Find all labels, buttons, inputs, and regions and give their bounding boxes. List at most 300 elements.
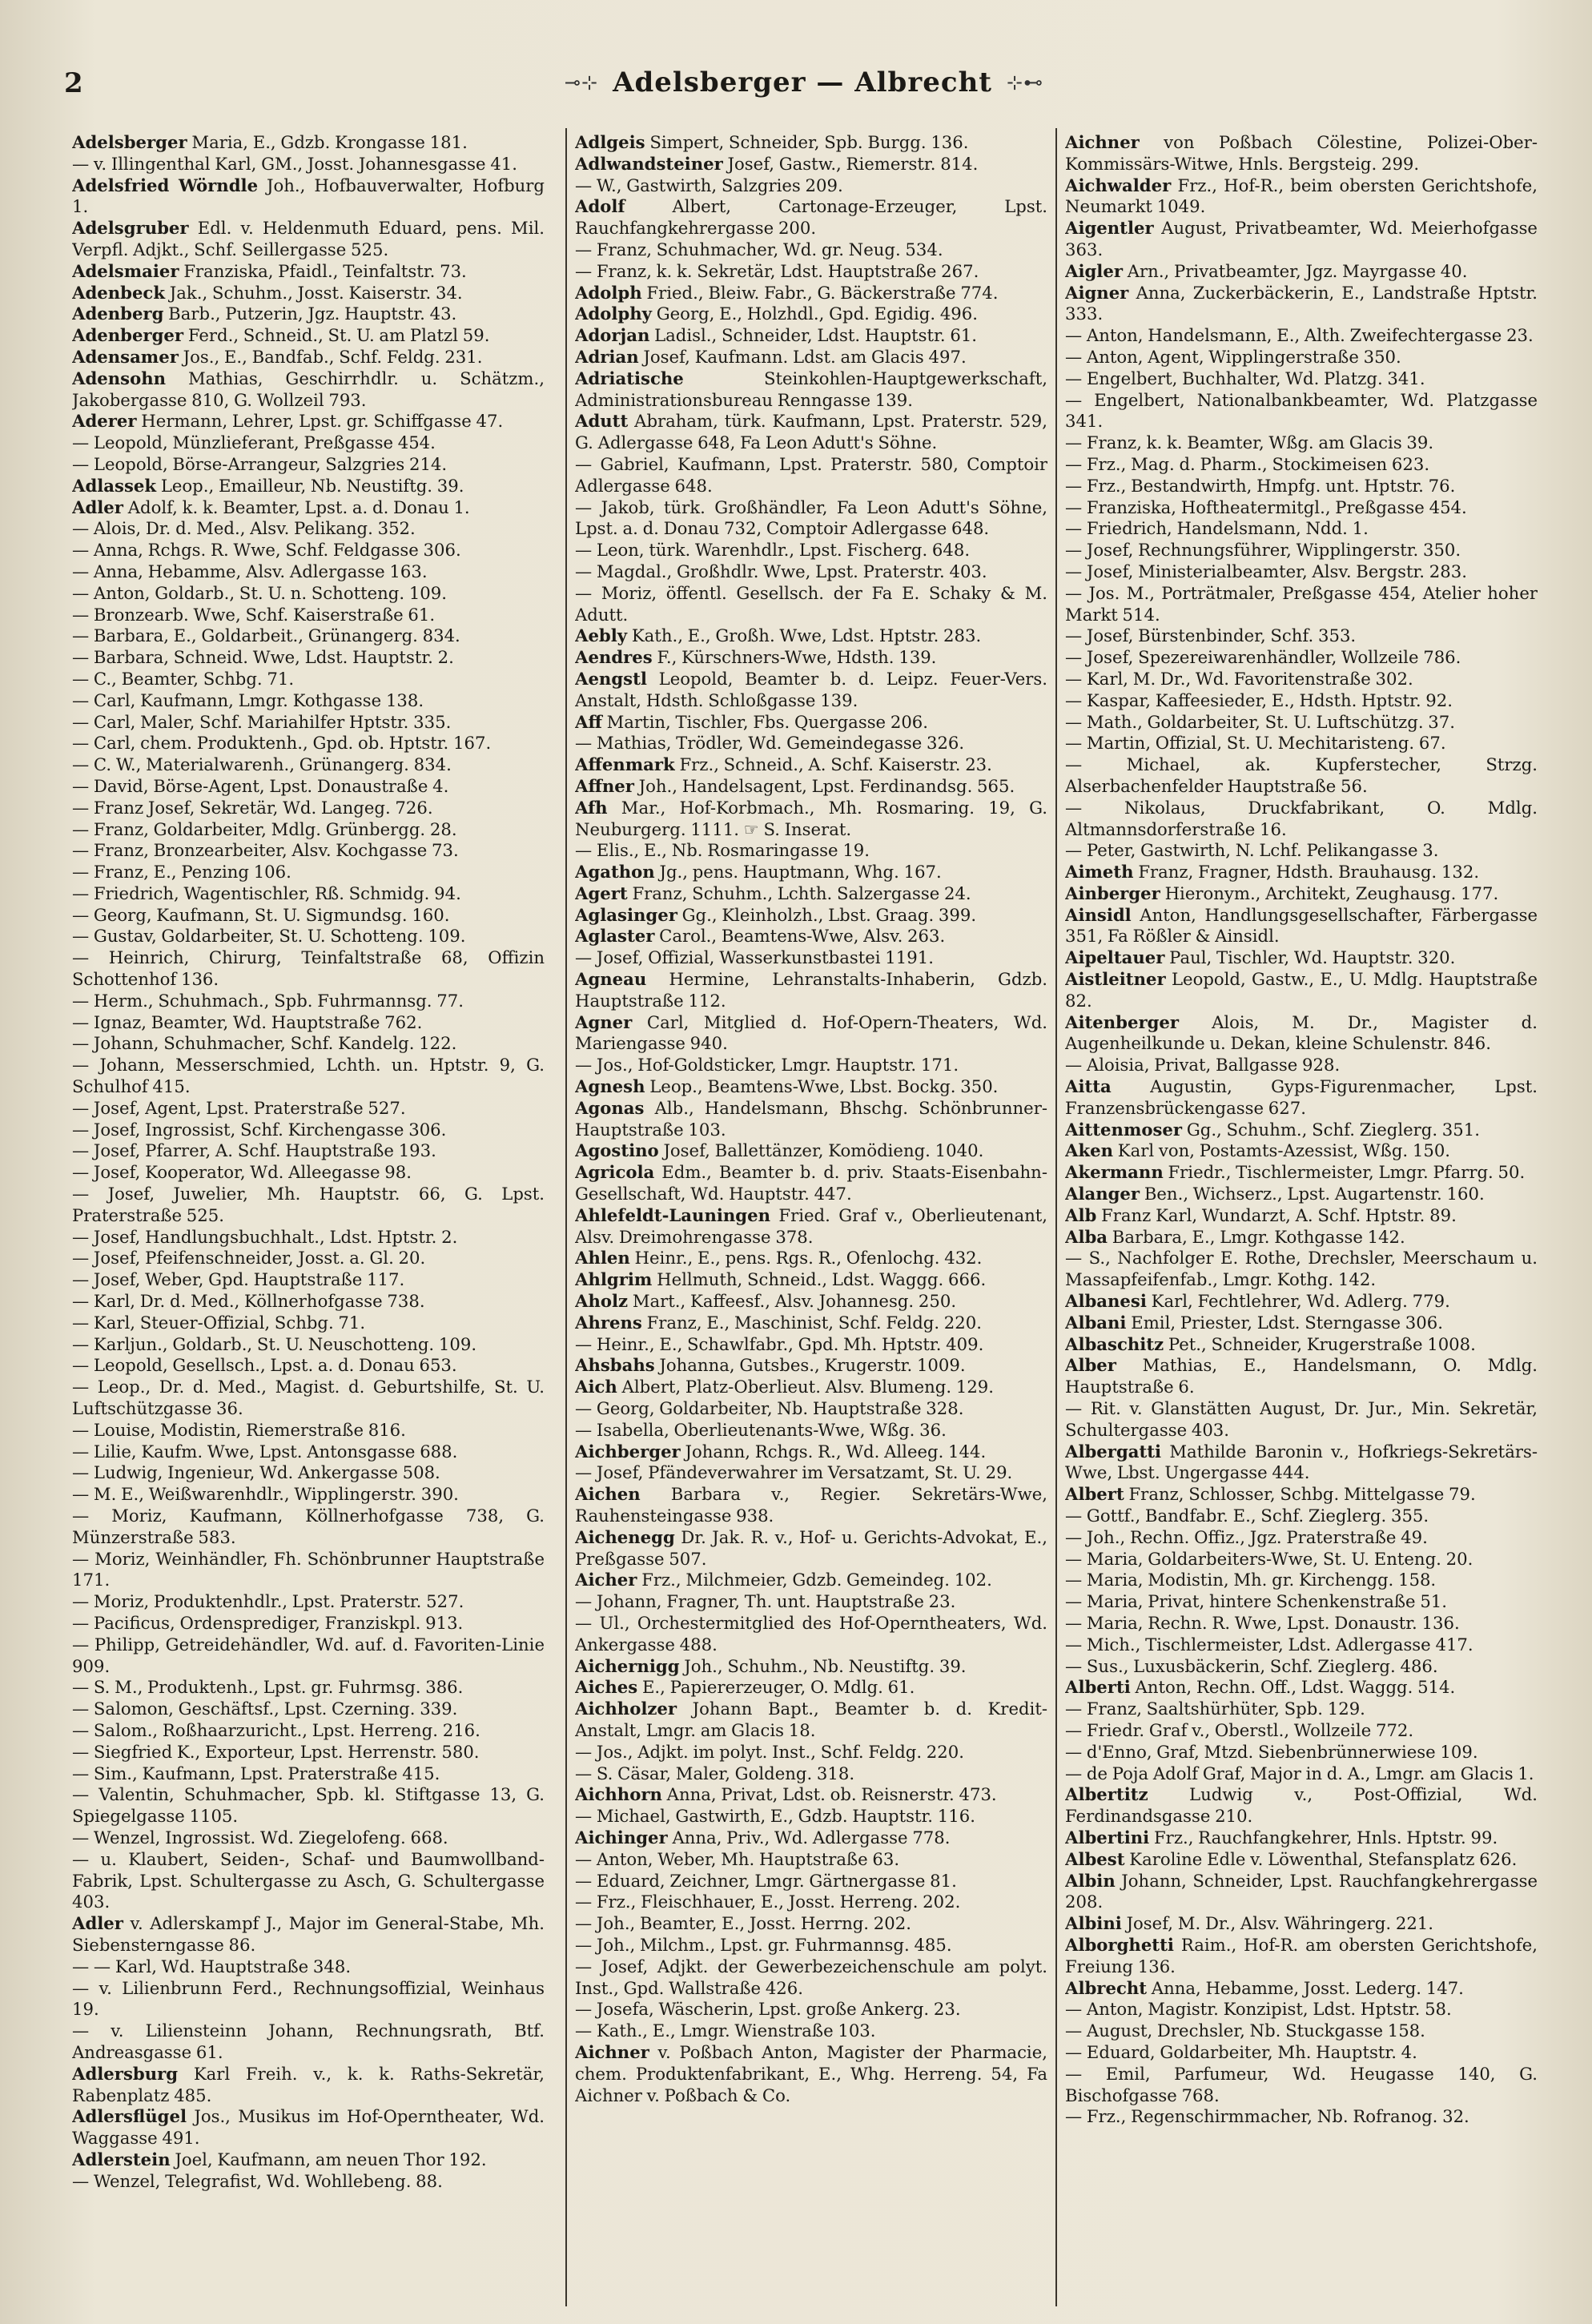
entry-details: — S., Nachfolger E. Rothe, Drechsler, Meerschaum u. Massapfeifenfab., Lmgr. Kothg. 142. — [1065, 1248, 1538, 1290]
entry-surname: Affner — [575, 775, 634, 796]
entry-details: Johanna, Gutsbes., Krugerstr. 1009. — [659, 1355, 966, 1376]
entry-details: — Josef, Spezereiwarenhändler, Wollzeile 786. — [1065, 647, 1461, 668]
directory-entry — [1065, 669, 1538, 690]
entry-details: — Carl, chem. Produktenh., Gpd. ob. Hptstr. 167. — [72, 733, 492, 754]
entry-details: Albert, Cartonage-Erzeuger, Lpst. Rauchfangkehrergasse 200. — [575, 196, 1047, 239]
directory-entry — [1065, 2064, 1538, 2107]
entry-details: — Joh., Rechn. Offiz., Jgz. Praterstraße 49. — [1065, 1526, 1428, 1547]
directory-entry — [72, 454, 545, 476]
directory-entry — [1065, 2106, 1538, 2128]
entry-details: — Peter, Gastwirth, N. Lchf. Pelikangasse 3. — [1065, 840, 1439, 861]
directory-entry — [575, 1570, 1047, 1591]
running-title: Adelsberger — Albrecht — [613, 66, 992, 99]
entry-details: — Franz, Schuhmacher, Wd. gr. Neug. 534. — [575, 239, 943, 259]
directory-entry — [72, 518, 545, 540]
entry-surname: Adenbeck — [72, 282, 166, 303]
directory-entry — [575, 347, 1047, 368]
directory-entry — [72, 690, 545, 712]
entry-details: — Moriz, Weinhändler, Fh. Schönbrunner Hauptstraße 171. — [72, 1548, 545, 1590]
entry-surname: Albergatti — [1065, 1441, 1162, 1462]
directory-entry — [1065, 1570, 1538, 1591]
directory-entry — [72, 1098, 545, 1120]
entry-surname: Aken — [1065, 1140, 1114, 1161]
entry-details: — Anna, Rchgs. R. Wwe, Schf. Feldgasse 306. — [72, 540, 461, 561]
entry-details: Josef, Ballettänzer, Komödieng. 1040. — [663, 1140, 984, 1161]
directory-entry — [575, 325, 1047, 347]
entry-details: Franz, Schuhm., Lchth. Salzergasse 24. — [632, 883, 971, 903]
entry-details: Mathias, Geschirrhdlr. u. Schätzm., Jakobergasse 810, G. Wollzeil 793. — [72, 368, 545, 410]
entry-surname: Adriatische — [575, 368, 684, 388]
directory-entry — [575, 926, 1047, 947]
directory-entry — [72, 1227, 545, 1248]
directory-entry — [575, 1012, 1047, 1055]
entry-details: Fried. Graf v., Oberlieutenant, Alsv. Dreimohrengasse 378. — [575, 1204, 1047, 1247]
directory-entry — [575, 1956, 1047, 2000]
directory-entry — [72, 347, 545, 368]
running-head — [565, 66, 1043, 99]
directory-entry — [1065, 1871, 1538, 1914]
directory-entry — [72, 2020, 545, 2064]
entry-details: — Engelbert, Buchhalter, Wd. Platzg. 341. — [1065, 368, 1425, 388]
entry-details: — Barbara, Schneid. Wwe, Ldst. Hauptstr. 2. — [72, 647, 454, 668]
entry-surname: Ainberger — [1065, 883, 1160, 903]
entry-details: Mathias, E., Handelsmann, O. Mdlg. Hauptstraße 6. — [1065, 1355, 1538, 1397]
directory-entry — [575, 283, 1047, 304]
entry-details: — Magdal., Großhdlr. Wwe, Lpst. Praterstr. 403. — [575, 561, 987, 581]
entry-details: — Kath., E., Lmgr. Wienstraße 103. — [575, 2020, 876, 2041]
entry-details: Josef, Kaufmann. Ldst. am Glacis 497. — [643, 346, 967, 367]
entry-details: — Maria, Goldarbeiters-Wwe, St. U. Enteng. 20. — [1065, 1548, 1473, 1569]
running-header — [64, 62, 1544, 103]
directory-entry — [575, 1377, 1047, 1398]
entry-surname: Aengstl — [575, 668, 647, 689]
entry-surname: Aicher — [575, 1570, 637, 1590]
directory-entry — [1065, 497, 1538, 519]
directory-entry — [1065, 647, 1538, 669]
directory-entry — [575, 1269, 1047, 1291]
entry-surname: Albin — [1065, 1870, 1116, 1891]
entry-details: Johann, Rchgs. R., Wd. Alleeg. 144. — [685, 1441, 987, 1462]
directory-entry — [575, 840, 1047, 862]
entry-surname: Akermann — [1065, 1162, 1164, 1183]
entry-details: — Franz, k. k. Sekretär, Ldst. Hauptstraße 267. — [575, 260, 979, 281]
directory-entry — [72, 411, 545, 432]
entry-details: Joh., Hofbauverwalter, Hofburg 1. — [72, 175, 545, 217]
entry-details: Franziska, Pfaidl., Teinfaltstr. 73. — [183, 260, 467, 281]
entry-details: — Josef, Pfarrer, A. Schf. Hauptstraße 193. — [72, 1140, 436, 1161]
entry-surname: Adensamer — [72, 346, 179, 367]
directory-entry — [72, 754, 545, 776]
entry-details: — Nikolaus, Druckfabrikant, O. Mdlg. Altmannsdorferstraße 16. — [1065, 797, 1538, 839]
entry-surname: Aichner — [1065, 132, 1140, 152]
entry-surname: Aitenberger — [1065, 1011, 1180, 1032]
entry-details: Joh., Schuhm., Nb. Neustiftg. 39. — [684, 1655, 967, 1676]
directory-entry — [72, 926, 545, 947]
entry-details: Franz, E., Maschinist, Schf. Feldg. 220. — [646, 1312, 982, 1333]
directory-entry — [1065, 1527, 1538, 1549]
entry-details: — Anton, Magistr. Konzipist, Ldst. Hptstr. 58. — [1065, 1999, 1452, 2020]
entry-details: Alois, M. Dr., Magister d. Augenheilkunde u. Dekan, kleine Schulenstr. 846. — [1065, 1011, 1538, 1054]
entry-details: Leopold, Gastw., E., U. Mdlg. Hauptstraße 82. — [1065, 969, 1538, 1011]
entry-surname: Aichholzer — [575, 1699, 677, 1719]
entry-details: Steinkohlen-Hauptgewerkschaft, Administrationsbureau Renngasse 139. — [575, 368, 1047, 410]
entry-surname: Aigler — [1065, 260, 1123, 281]
entry-surname: Albertini — [1065, 1827, 1150, 1848]
entry-details: — Friedrich, Wagentischler, Rß. Schmidg. 94. — [72, 883, 461, 903]
directory-entry — [1065, 1205, 1538, 1227]
entry-details: — Jos., Hof-Goldsticker, Lmgr. Hauptstr. 171. — [575, 1055, 959, 1076]
directory-entry — [575, 1162, 1047, 1205]
directory-entry — [1065, 1742, 1538, 1763]
directory-entry — [575, 1892, 1047, 1913]
directory-entry — [575, 947, 1047, 969]
directory-entry — [575, 583, 1047, 626]
entry-details: Hermine, Lehranstalts-Inhaberin, Gdzb. Hauptstraße 112. — [575, 969, 1047, 1011]
entry-details: Hellmuth, Schneid., Ldst. Waggg. 666. — [657, 1269, 987, 1290]
entry-details: Frz., Milchmeier, Gdzb. Gemeindeg. 102. — [641, 1570, 992, 1590]
entry-details: — Herm., Schuhmach., Spb. Fuhrmannsg. 77. — [72, 990, 464, 1011]
entry-details: — Frz., Fleischhauer, E., Josst. Herreng. 202. — [575, 1892, 961, 1912]
entry-details: — Gabriel, Kaufmann, Lpst. Praterstr. 580, Comptoir Adlergasse 648. — [575, 453, 1047, 496]
column-3 — [1065, 132, 1538, 2310]
entry-details: — Leopold, Gesellsch., Lpst. a. d. Donau 653. — [72, 1355, 457, 1376]
entry-details: Mathilde Baronin v., Hofkriegs-Sekretärs-Wwe, Lbst. Ungergasse 444. — [1065, 1441, 1538, 1483]
entry-surname: Agonas — [575, 1097, 645, 1118]
entry-details: — S. M., Produktenh., Lpst. gr. Fuhrmsg. 386. — [72, 1677, 464, 1698]
directory-entry — [1065, 561, 1538, 583]
entry-surname: Ahlen — [575, 1248, 630, 1269]
entry-details: — Karl, Dr. d. Med., Köllnerhofgasse 738. — [72, 1291, 425, 1312]
directory-entry — [1065, 390, 1538, 433]
entry-details: — M. E., Weißwarenhdlr., Wipplingerstr. 390. — [72, 1484, 459, 1505]
directory-entry — [575, 1248, 1047, 1269]
entry-details: — Moriz, Kaufmann, Köllnerhofgasse 738, G. Münzerstraße 583. — [72, 1506, 545, 1547]
directory-entry — [575, 1849, 1047, 1871]
directory-entry — [72, 1334, 545, 1356]
entry-details: Gg., Kleinholzh., Lbst. Graag. 399. — [681, 904, 977, 925]
entry-surname: Aichinger — [575, 1827, 668, 1848]
directory-entry — [575, 304, 1047, 325]
directory-entry — [1065, 1313, 1538, 1334]
entry-surname: Adutt — [575, 411, 629, 432]
directory-entry — [1065, 754, 1538, 798]
directory-entry — [1065, 1398, 1538, 1441]
directory-entry — [1065, 518, 1538, 540]
entry-details: — W., Gastwirth, Salzgries 209. — [575, 175, 843, 195]
entry-details: — C. W., Materialwarenh., Grünangerg. 834. — [72, 754, 452, 775]
entry-details: — Moriz, Produktenhdlr., Lpst. Praterstr. 527. — [72, 1591, 464, 1612]
entry-surname: Aichberger — [575, 1441, 681, 1462]
entry-details: — Emil, Parfumeur, Wd. Heugasse 140, G. Bischofgasse 768. — [1065, 2063, 1538, 2105]
entry-details: Frz., Hof-R., beim obersten Gerichtshofe, Neumarkt 1049. — [1065, 175, 1538, 217]
entry-details: — Gottf., Bandfabr. E., Schf. Zieglerg. 355. — [1065, 1506, 1429, 1526]
directory-entry — [1065, 368, 1538, 390]
entry-details: — v. Illingenthal Karl, GM., Josst. Johannesgasse 41. — [72, 153, 518, 174]
entry-surname: Agner — [575, 1011, 633, 1032]
entry-details: Simpert, Schneider, Spb. Burgg. 136. — [649, 132, 969, 152]
directory-entry — [575, 1677, 1047, 1699]
column-2 — [575, 132, 1047, 2310]
directory-entry — [575, 1484, 1047, 1527]
directory-entry — [1065, 1999, 1538, 2020]
entry-details: — Friedr. Graf v., Oberstl., Wollzeile 772. — [1065, 1719, 1414, 1740]
directory-entry — [575, 540, 1047, 561]
directory-entry — [72, 1184, 545, 1227]
entry-details: — Engelbert, Nationalbankbeamter, Wd. Platzgasse 341. — [1065, 389, 1538, 432]
entry-details: — Mich., Tischlermeister, Ldst. Adlergasse 417. — [1065, 1634, 1473, 1655]
entry-details: — Josef, Weber, Gpd. Hauptstraße 117. — [72, 1269, 405, 1290]
entry-surname: Alba — [1065, 1226, 1108, 1247]
entry-surname: Aigentler — [1065, 218, 1154, 239]
entry-details: — Leopold, Börse-Arrangeur, Salzgries 214. — [72, 453, 448, 474]
entry-details: August, Privatbeamter, Wd. Meierhofgasse 363. — [1065, 218, 1538, 259]
entry-details: — Josef, Pfändeverwahrer im Versatzamt, St. U. 29. — [575, 1462, 1013, 1483]
entry-details: — Salomon, Geschäftsf., Lpst. Czerning. 339. — [72, 1699, 458, 1719]
entry-details: — Salom., Roßhaarzuricht., Lpst. Herreng. 216. — [72, 1719, 480, 1740]
directory-entry — [1065, 1935, 1538, 1978]
entry-details: — Franz, E., Penzing 106. — [72, 862, 291, 883]
entry-surname: Adelsfried Wörndle — [72, 175, 259, 195]
entry-details: Karl, Fechtlehrer, Wd. Adlerg. 779. — [1151, 1291, 1450, 1312]
entry-details: — d'Enno, Graf, Mtzd. Siebenbrünnerwiese 109. — [1065, 1741, 1478, 1762]
directory-entry — [72, 1441, 545, 1463]
directory-entry — [1065, 1549, 1538, 1570]
entry-details: — de Poja Adolf Graf, Major in d. A., Lmgr. am Glacis 1. — [1065, 1763, 1534, 1783]
directory-entry — [575, 154, 1047, 175]
directory-entry — [72, 368, 545, 412]
directory-entry — [72, 712, 545, 734]
directory-entry — [72, 991, 545, 1012]
directory-entry — [72, 1012, 545, 1034]
directory-entry — [1065, 1076, 1538, 1120]
entry-details: — Michael, Gastwirth, E., Gdzb. Hauptstr. 116. — [575, 1806, 975, 1827]
entry-details: Karoline Edle v. Löwenthal, Stefansplatz 626. — [1129, 1848, 1518, 1869]
directory-entry — [72, 1140, 545, 1162]
entry-surname: Alborghetti — [1065, 1934, 1174, 1955]
ornament-right: ⊹⊷ — [1007, 71, 1044, 94]
entry-details: Karl von, Postamts-Azessist, Wßg. 150. — [1117, 1140, 1451, 1161]
entry-surname: Ahlgrim — [575, 1269, 653, 1290]
entry-details: — Jakob, türk. Großhändler, Fa Leon Adutt's Söhne, Lpst. a. d. Donau 732, Comptoir Adlergasse 648. — [575, 497, 1047, 539]
directory-entry — [575, 1076, 1047, 1098]
entry-details: — Sus., Luxusbäckerin, Schf. Zieglerg. 486. — [1065, 1655, 1438, 1676]
directory-entry — [1065, 1120, 1538, 1141]
directory-entry — [575, 1055, 1047, 1076]
entry-surname: Aebly — [575, 625, 628, 646]
entry-surname: Albanesi — [1065, 1291, 1147, 1312]
entry-details: Abraham, türk. Kaufmann, Lpst. Praterstr. 529, G. Adlergasse 648, Fa Leon Adutt's Söhne. — [575, 411, 1047, 453]
entry-details: — Anna, Hebamme, Alsv. Adlergasse 163. — [72, 561, 428, 581]
entry-surname: Adenberg — [72, 304, 164, 324]
entry-details: Leop., Emailleur, Nb. Neustiftg. 39. — [160, 475, 464, 496]
directory-entry — [575, 1313, 1047, 1334]
directory-entry — [575, 1527, 1047, 1570]
directory-entry — [72, 1484, 545, 1506]
entry-details: — Johann, Messerschmied, Lchth. un. Hptstr. 9, G. Schulhof 415. — [72, 1055, 545, 1097]
directory-entry — [72, 840, 545, 862]
entry-surname: Albaschitz — [1065, 1333, 1164, 1354]
directory-entry — [72, 261, 545, 283]
directory-entry — [1065, 1334, 1538, 1356]
entry-surname: Adolph — [575, 282, 642, 303]
directory-entry — [1065, 969, 1538, 1012]
directory-entry — [575, 2020, 1047, 2042]
entry-surname: Agneau — [575, 969, 647, 990]
directory-entry — [1065, 712, 1538, 734]
entry-surname: Adler — [72, 497, 123, 517]
entry-details: — Siegfried K., Exporteur, Lpst. Herrenstr. 580. — [72, 1741, 480, 1762]
directory-entry — [72, 1033, 545, 1055]
directory-entry — [1065, 1441, 1538, 1485]
directory-entry — [72, 1742, 545, 1763]
directory-entry — [1065, 1978, 1538, 2000]
entry-details: Jos., Musikus im Hof-Operntheater, Wd. Waggasse 491. — [72, 2106, 545, 2149]
directory-entry — [72, 1377, 545, 1420]
entry-details: — Pacificus, Ordensprediger, Franziskpl. 913. — [72, 1612, 464, 1633]
directory-entry — [575, 1699, 1047, 1742]
entry-details: — Philipp, Getreidehändler, Wd. auf. d. Favoriten-Linie 909. — [72, 1634, 545, 1676]
entry-surname: Alanger — [1065, 1184, 1140, 1204]
entry-details: — v. Liliensteinn Johann, Rechnungsrath, Btf. Andreasgasse 61. — [72, 2020, 545, 2062]
directory-entry — [72, 1120, 545, 1141]
entry-details: — Josef, Pfeifenschneider, Josst. a. Gl. 20. — [72, 1248, 426, 1269]
directory-entry — [575, 368, 1047, 412]
directory-entry — [72, 1355, 545, 1377]
entry-details: Josef, Gastw., Riemerstr. 814. — [727, 153, 979, 174]
directory-entry — [72, 1677, 545, 1699]
entry-details: — Barbara, E., Goldarbeit., Grünangerg. 834. — [72, 625, 460, 646]
entry-details: Mar., Hof-Korbmach., Mh. Rosmaring. 19, G. Neuburgerg. 1111. ☞ S. Inserat. — [575, 797, 1047, 839]
entry-details: Alb., Handelsmann, Bhschg. Schönbrunner-Hauptstraße 103. — [575, 1097, 1047, 1140]
entry-details: Hieronym., Architekt, Zeughausg. 177. — [1164, 883, 1499, 903]
directory-entry — [1065, 432, 1538, 454]
entry-details: — Josef, Kooperator, Wd. Alleegasse 98. — [72, 1162, 412, 1183]
directory-entry — [1065, 1827, 1538, 1849]
directory-entry — [575, 733, 1047, 754]
entry-details: — Lilie, Kaufm. Wwe, Lpst. Antonsgasse 688. — [72, 1441, 458, 1462]
entry-details: — Louise, Modistin, Riemerstraße 816. — [72, 1419, 406, 1440]
entry-details: — Maria, Rechn. R. Wwe, Lpst. Donaustr. 136. — [1065, 1612, 1460, 1633]
entry-details: — David, Börse-Agent, Lpst. Donaustraße 4. — [72, 775, 449, 796]
entry-details: Gg., Schuhm., Schf. Zieglerg. 351. — [1186, 1119, 1480, 1140]
entry-details: Dr. Jak. R. v., Hof- u. Gerichts-Advokat, E., Preßgasse 507. — [575, 1526, 1047, 1569]
entry-details: Jak., Schuhm., Josst. Kaiserstr. 34. — [169, 282, 463, 303]
entry-details: — Franz, Bronzearbeiter, Alsv. Kochgasse 73. — [72, 840, 459, 861]
entry-surname: Ahrens — [575, 1312, 642, 1333]
directory-entry — [1065, 2020, 1538, 2042]
directory-entry — [72, 798, 545, 819]
entry-details: — Aloisia, Privat, Ballgasse 928. — [1065, 1055, 1341, 1076]
directory-entry — [72, 1784, 545, 1827]
entry-details: — Heinrich, Chirurg, Teinfaltstraße 68, Offizin Schottenhof 136. — [72, 947, 545, 990]
entry-surname: Affenmark — [575, 754, 675, 775]
directory-entry — [72, 304, 545, 325]
directory-entry — [1065, 132, 1538, 175]
entry-details: Anton, Rechn. Off., Ldst. Waggg. 514. — [1135, 1677, 1456, 1698]
ornament-left: ⊸⊹ — [564, 71, 599, 94]
directory-entry — [72, 540, 545, 561]
directory-entry — [1065, 1677, 1538, 1699]
entry-surname: Aich — [575, 1377, 617, 1397]
directory-entry — [575, 1591, 1047, 1613]
entry-details: — — Karl, Wd. Hauptstraße 348. — [72, 1956, 352, 1976]
directory-entry — [575, 1398, 1047, 1420]
directory-entry — [72, 1291, 545, 1313]
entry-surname: Albini — [1065, 1913, 1122, 1934]
directory-entry — [72, 283, 545, 304]
entry-details: — Valentin, Schuhmacher, Spb. kl. Stiftgasse 13, G. Spiegelgasse 1105. — [72, 1784, 545, 1827]
entry-surname: Aglasinger — [575, 904, 677, 925]
directory-entry — [1065, 1784, 1538, 1827]
entry-details: Heinr., E., pens. Rgs. R., Ofenlochg. 432. — [634, 1248, 983, 1269]
entry-surname: Albest — [1065, 1848, 1125, 1869]
directory-entry — [575, 1205, 1047, 1248]
entry-details: — Heinr., E., Schawlfabr., Gpd. Mh. Hptstr. 409. — [575, 1333, 984, 1354]
directory-entry — [72, 154, 545, 175]
directory-entry — [575, 1871, 1047, 1892]
directory-entry — [1065, 840, 1538, 862]
entry-details: Karl Freih. v., k. k. Raths-Sekretär, Rabenplatz 485. — [72, 2063, 545, 2105]
directory-entry — [1065, 625, 1538, 647]
entry-details: — Frz., Regenschirmmacher, Nb. Rofranog. 32. — [1065, 2106, 1469, 2127]
entry-details: — Karljun., Goldarb., St. U. Neuschotteng. 109. — [72, 1333, 477, 1354]
directory-entry — [1065, 1227, 1538, 1248]
entry-details: — Joh., Beamter, E., Josst. Herrng. 202. — [575, 1913, 911, 1934]
directory-entry — [1065, 1140, 1538, 1162]
directory-entry — [1065, 283, 1538, 326]
directory-entry — [72, 218, 545, 261]
entry-details: — Josef, Rechnungsführer, Wipplingerstr. 350. — [1065, 540, 1461, 561]
directory-entry — [1065, 1484, 1538, 1506]
entry-details: — Sim., Kaufmann, Lpst. Praterstraße 415. — [72, 1763, 440, 1783]
directory-entry — [1065, 1184, 1538, 1205]
directory-entry — [72, 2064, 545, 2107]
directory-entry — [575, 905, 1047, 927]
entry-details: — Eduard, Zeichner, Lmgr. Gärtnergasse 81. — [575, 1870, 957, 1891]
entry-details: F., Kürschners-Wwe, Hdsth. 139. — [657, 647, 937, 668]
entry-details: Josef, M. Dr., Alsv. Währingerg. 221. — [1126, 1913, 1434, 1934]
directory-entry — [1065, 798, 1538, 841]
entry-surname: Aholz — [575, 1291, 629, 1312]
entry-details: — Bronzearb. Wwe, Schf. Kaiserstraße 61. — [72, 604, 436, 625]
directory-entry — [575, 776, 1047, 798]
directory-entry — [1065, 1613, 1538, 1634]
directory-entry — [1065, 583, 1538, 626]
directory-entry — [1065, 1248, 1538, 1291]
entry-details: — Carl, Kaufmann, Lmgr. Kothgasse 138. — [72, 690, 424, 710]
entry-surname: Aichenegg — [575, 1526, 675, 1547]
directory-entry — [575, 2042, 1047, 2106]
entry-details: — Kaspar, Kaffeesieder, E., Hdsth. Hptstr. 92. — [1065, 690, 1453, 710]
entry-surname: Agricola — [575, 1162, 655, 1183]
directory-entry — [72, 432, 545, 454]
entry-details: Mart., Kaffeesf., Alsv. Johannesg. 250. — [632, 1291, 957, 1312]
directory-entry — [575, 561, 1047, 583]
entry-details: Franz, Fragner, Hdsth. Brauhausg. 132. — [1138, 862, 1480, 883]
entry-surname: Aipeltauer — [1065, 947, 1165, 968]
entry-details: Edm., Beamter b. d. priv. Staats-Eisenbahn-Gesellschaft, Wd. Hauptstr. 447. — [575, 1162, 1047, 1204]
entry-details: Paul, Tischler, Wd. Hauptstr. 320. — [1169, 947, 1456, 968]
entry-details: Edl. v. Heldenmuth Eduard, pens. Mil. Verpfl. Adjkt., Schf. Seillergasse 525. — [72, 218, 545, 259]
directory-entry — [72, 325, 545, 347]
directory-entry — [72, 1699, 545, 1720]
entry-details: — August, Drechsler, Nb. Stuckgasse 158. — [1065, 2020, 1425, 2041]
entry-surname: Aglaster — [575, 926, 655, 947]
entry-details: — Josefa, Wäscherin, Lpst. große Ankerg. 23. — [575, 1999, 961, 2020]
directory-entry — [575, 969, 1047, 1012]
entry-details: — Martin, Offizial, St. U. Mechitaristeng. 67. — [1065, 733, 1446, 754]
entry-details: — Leopold, Münzlieferant, Preßgasse 454. — [72, 432, 436, 453]
